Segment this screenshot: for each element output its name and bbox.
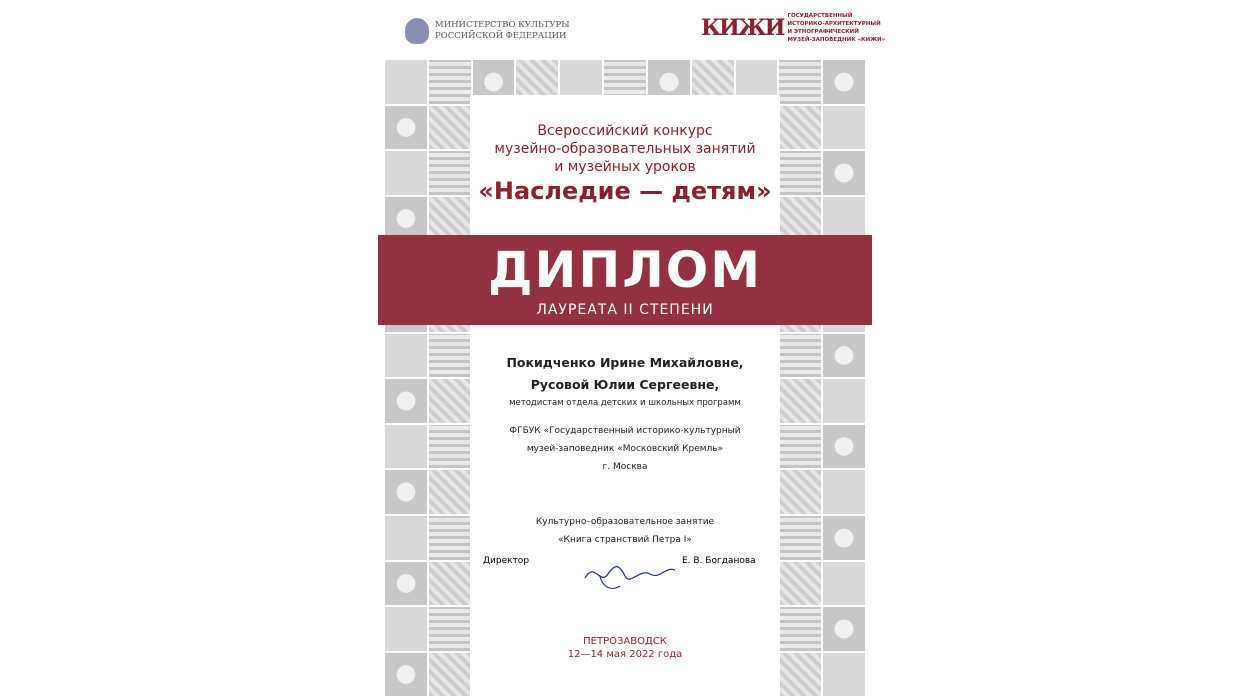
lesson-type: Культурно–образовательное занятие bbox=[535, 517, 715, 527]
recipients bbox=[385, 352, 865, 476]
lesson bbox=[385, 513, 865, 549]
coat-of-arms-icon bbox=[405, 18, 429, 44]
title-line: Всероссийский конкурс bbox=[537, 123, 713, 139]
ornament-tile bbox=[779, 470, 821, 514]
header bbox=[385, 0, 886, 60]
signature-icon bbox=[580, 556, 680, 596]
title-line: и музейных уроков bbox=[554, 159, 696, 175]
kizhi-logo bbox=[701, 12, 885, 44]
event-dates: 12—14 мая 2022 года bbox=[567, 649, 683, 660]
signer-name: Е. В. Богданова bbox=[682, 556, 756, 566]
ornament-tile bbox=[429, 470, 471, 514]
ornament-tile bbox=[823, 562, 865, 606]
ornament-tile bbox=[779, 60, 821, 104]
recipient-name: Покидченко Ирине Михайловне, bbox=[506, 355, 744, 370]
recipient-name: Русовой Юлии Сергеевне, bbox=[530, 377, 720, 392]
museum-line: ИСТОРИКО-АРХИТЕКТУРНЫЙ bbox=[787, 21, 881, 27]
ministry-line: РОССИЙСКОЙ ФЕДЕРАЦИИ bbox=[435, 31, 567, 41]
contest-name: «Наследие — детям» bbox=[478, 177, 772, 205]
ornament-tile bbox=[385, 562, 427, 606]
ornament-tile bbox=[429, 60, 471, 104]
diploma-band bbox=[378, 235, 872, 325]
event-place: ПЕТРОЗАВОДСК bbox=[583, 636, 667, 647]
organization-line: ФГБУК «Государственный историко-культурный bbox=[509, 426, 741, 436]
ornament-tile bbox=[823, 60, 865, 104]
organization-line: музей-заповедник «Московский Кремль» bbox=[526, 444, 724, 454]
ministry-logo bbox=[405, 18, 570, 44]
degree-label: ЛАУРЕАТА II СТЕПЕНИ bbox=[536, 302, 714, 318]
diploma-heading: ДИПЛОМ bbox=[487, 241, 762, 299]
museum-line: МУЗЕЙ-ЗАПОВЕДНИК «КИЖИ» bbox=[787, 37, 886, 43]
ministry-line: МИНИСТЕРСТВО КУЛЬТУРЫ bbox=[435, 20, 570, 30]
ornament-tile bbox=[823, 470, 865, 514]
museum-line: ГОСУДАРСТВЕННЫЙ bbox=[787, 13, 853, 19]
city: г. Москва bbox=[602, 462, 648, 472]
ornament-tile bbox=[429, 562, 471, 606]
title-line: музейно-образовательных занятий bbox=[494, 141, 756, 157]
ornament-tile bbox=[385, 60, 427, 104]
contest-title bbox=[385, 122, 865, 206]
ornament-tile bbox=[779, 562, 821, 606]
lesson-title: «Книга странствий Петра I» bbox=[558, 535, 692, 545]
ornament-tile bbox=[385, 470, 427, 514]
recipient-role: методистам отдела детских и школьных программ bbox=[509, 398, 741, 408]
kizhi-logo-mark: КИЖИ bbox=[701, 15, 784, 41]
museum-line: И ЭТНОГРАФИЧЕСКИЙ bbox=[787, 29, 859, 35]
diploma-document bbox=[385, 0, 886, 699]
footer bbox=[385, 635, 865, 661]
signer-title: Директор bbox=[483, 556, 530, 566]
